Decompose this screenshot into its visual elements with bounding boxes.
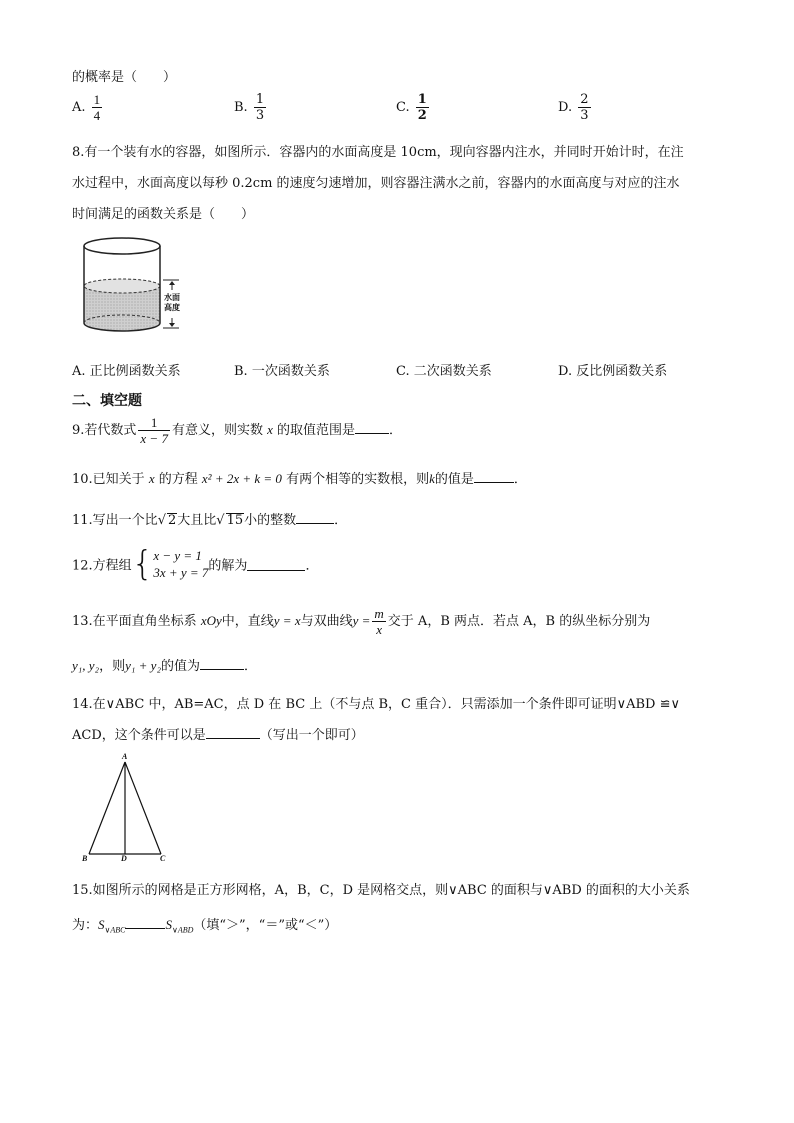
fraction: $\frac{1}{x - 7}$ — [140, 415, 168, 446]
fraction: $\frac{1}{2}$ — [417, 92, 427, 123]
q10: 10.已知关于 x 的方程 x² + 2x + k = 0 有两个相等的实数根，则k的值是 ． — [72, 471, 527, 487]
q9: 9.若代数式 $\frac{1}{x - 7}$ 有意义，则实数 x 的取值范围是 ． — [72, 415, 403, 446]
q8-option-a: A. 正比例函数关系 — [72, 364, 181, 379]
vertex-label-a: A — [122, 752, 128, 761]
q7-option-b: B. $\frac{1}{3}$ — [234, 92, 265, 123]
q7-option-c: C. $\frac{1}{2}$ — [396, 92, 427, 123]
figure-label-height: 高度 — [164, 303, 180, 312]
q8-line-1: 8.有一个装有水的容器，如图所示．容器内的水面高度是 10cm，现向容器内注水，并同时开始计时，在注 — [72, 145, 684, 160]
answer-blank[interactable] — [125, 916, 165, 929]
q8-line-2: 水过程中，水面高度以每秒 0.2cm 的速度匀速增加，则容器注满水之前，容器内的水面高度与对应的注水 — [72, 176, 680, 191]
answer-blank[interactable] — [474, 470, 514, 483]
equation-system: x − y = 1 3x + y = 7 — [153, 548, 209, 580]
q8-option-c: C. 二次函数关系 — [396, 364, 492, 379]
vertex-label-b: B — [82, 854, 88, 863]
cylinder-icon — [80, 232, 190, 344]
vertex-label-c: C — [160, 854, 166, 863]
fraction: $\frac{1}{4}$ — [93, 92, 101, 123]
q15-line-1: 15.如图所示的网格是正方形网格，A，B，C，D 是网格交点，则∨ABC 的面积与∨ABD 的面积的大小关系 — [72, 883, 690, 898]
answer-blank[interactable] — [247, 558, 305, 571]
q7-tail: 的概率是（ ） — [72, 70, 177, 85]
vertex-label-d: D — [121, 854, 127, 863]
q7-option-a: A. $\frac{1}{4}$ — [72, 92, 101, 123]
fraction: $\frac{m}{x}$ — [374, 606, 384, 637]
q8-option-b: B. 一次函数关系 — [234, 364, 330, 379]
q8-option-d: D. 反比例函数关系 — [558, 364, 668, 379]
q13-line-2: y₁, y₂，则y₁ + y₂的值为 ． — [72, 658, 257, 674]
q14-line-1: 14.在∨ABC 中，AB=AC，点 D 在 BC 上（不与点 B，C 重合）．只需添加一个条件即可证明∨ABD ≌∨ — [72, 697, 680, 712]
figure-label-water: 水面 — [164, 293, 180, 302]
container-figure — [80, 232, 190, 344]
q12: 12.方程组{ x − y = 1 3x + y = 7 的解为 ． — [72, 544, 319, 584]
q13-line-1: 13.在平面直角坐标系 xOy中，直线y = x与双曲线y = $\frac{m}{x}$ 交于 A，B 两点．若点 A，B 的纵坐标分别为 — [72, 606, 651, 637]
triangle-figure — [78, 752, 174, 866]
answer-blank[interactable] — [296, 511, 334, 524]
fraction: $\frac{2}{3}$ — [580, 92, 589, 123]
answer-blank[interactable] — [206, 726, 260, 739]
answer-blank[interactable] — [355, 421, 389, 434]
brace: { — [131, 544, 154, 584]
answer-blank[interactable] — [200, 657, 244, 670]
q14-line-2: ACD，这个条件可以是 （写出一个即可） — [72, 728, 364, 743]
triangle-icon — [78, 752, 174, 866]
fraction: $\frac{1}{3}$ — [255, 92, 265, 123]
q7-option-d: D. $\frac{2}{3}$ — [558, 92, 589, 123]
q8-line-3: 时间满足的函数关系是（ ） — [72, 207, 255, 222]
q11: 11.写出一个比√ 2大且比√ 15小的整数 ． — [72, 513, 348, 528]
section-title: 二、填空题 — [72, 393, 142, 409]
q15-line-2: 为：$S_{\vee ABC}$ $S_{\vee ABD}$（填“＞”，“＝”或“＜”） — [72, 917, 338, 935]
